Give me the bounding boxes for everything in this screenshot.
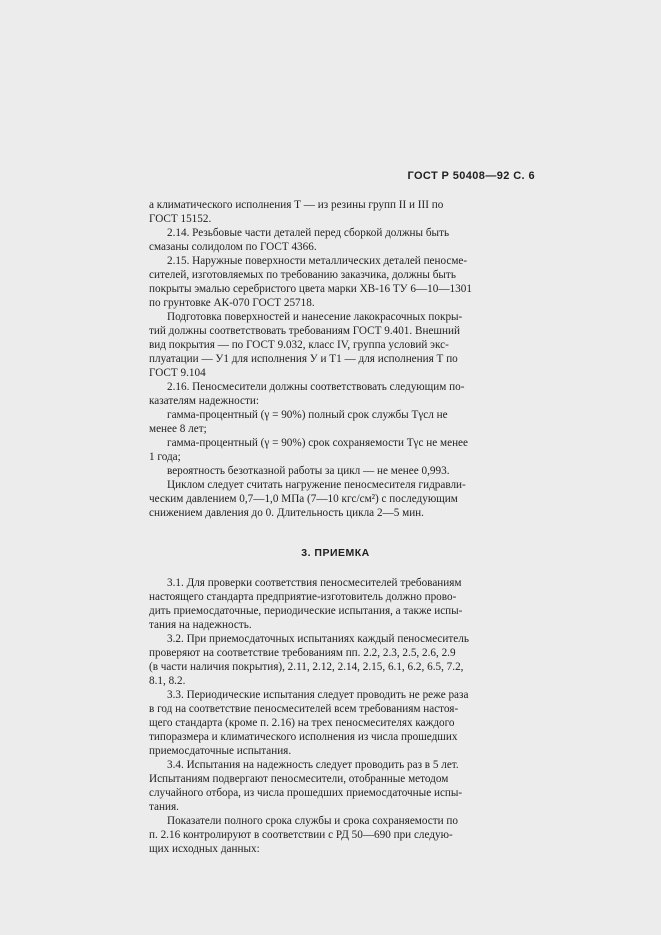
text-line: п. 2.16 контролируют в соответствии с РД 50—690 при следую- <box>149 829 453 841</box>
text-line: ческим давлением 0,7—1,0 МПа (7—10 кгс/см²) с последующим <box>149 493 458 505</box>
text-line: гамма-процентный (γ = 90%) полный срок службы Tγсл не <box>167 409 448 421</box>
text-line: по грунтовке АК-070 ГОСТ 25718. <box>149 297 315 309</box>
text-line: вероятность безотказной работы за цикл — не менее 0,993. <box>167 465 450 477</box>
page-header: ГОСТ Р 50408—92 С. 6 <box>407 170 535 182</box>
text-line: Подготовка поверхностей и нанесение лакокрасочных покры- <box>167 311 463 323</box>
text-line: дить приемосдаточные, периодические испытания, а также испы- <box>149 605 463 617</box>
text-line: приемосдаточные испытания. <box>149 745 292 757</box>
text-line: тания на надежность. <box>149 619 252 631</box>
text-line: 3.1. Для проверки соответствия пеносмесителей требованиям <box>167 577 462 589</box>
text-line: казателям надежности: <box>149 395 259 407</box>
text-line: случайного отбора, из числа прошедших приемосдаточные испы- <box>149 787 463 799</box>
text-line: проверяют на соответствие требованиям пп. 2.2, 2.3, 2.5, 2.6, 2.9 <box>149 647 456 659</box>
section-2-text <box>149 198 522 520</box>
text-line: 1 года; <box>149 451 181 463</box>
text-line: щих исходных данных: <box>149 843 260 855</box>
text-line: вид покрытия — по ГОСТ 9.032, класс IV, группа условий экс- <box>149 339 449 351</box>
text-line: Показатели полного срока службы и срока сохраняемости по <box>167 815 458 827</box>
text-line: (в части наличия покрытия), 2.11, 2.12, 2.14, 2.15, 6.1, 6.2, 6.5, 7.2, <box>149 661 464 673</box>
text-line: плуатации — У1 для исполнения У и Т1 — для исполнения Т по <box>149 353 458 365</box>
text-line: 2.16. Пеносмесители должны соответствовать следующим по- <box>167 381 465 393</box>
section-title: 3. ПРИЕМКА <box>301 547 370 559</box>
text-line: тий должны соответствовать требованиям ГОСТ 9.401. Внешний <box>149 325 460 337</box>
text-line: сителей, изготовляемых по требованию заказчика, должны быть <box>149 269 456 281</box>
text-line: ГОСТ 15152. <box>149 213 212 225</box>
text-line: ГОСТ 9.104 <box>149 367 206 379</box>
section-3-text <box>149 576 522 856</box>
text-line: 3.3. Периодические испытания следует проводить не реже раза <box>167 689 469 701</box>
text-line: 3.2. При приемосдаточных испытаниях каждый пеносмеситель <box>167 633 469 645</box>
text-line: смазаны солидолом по ГОСТ 4366. <box>149 241 317 253</box>
text-line: 3.4. Испытания на надежность следует проводить раз в 5 лет. <box>167 759 459 771</box>
text-line: гамма-процентный (γ = 90%) срок сохраняемости Tγс не менее <box>167 437 468 449</box>
text-line: 8.1, 8.2. <box>149 675 186 687</box>
text-line: менее 8 лет; <box>149 423 207 435</box>
text-line: в год на соответствие пеносмесителей всем требованиям настоя- <box>149 703 459 715</box>
text-line: 2.15. Наружные поверхности металлических деталей пеносме- <box>167 255 468 267</box>
text-line: покрыты эмалью серебристого цвета марки ХВ-16 ТУ 6—10—1301 <box>149 283 472 295</box>
text-line: а климатического исполнения Т — из резины групп II и III по <box>149 199 444 211</box>
text-line: настоящего стандарта предприятие-изготовитель должно прово- <box>149 591 457 603</box>
text-line: Испытаниям подвергают пеносмесители, отобранные методом <box>149 773 449 785</box>
document-body <box>149 198 522 856</box>
text-line: Циклом следует считать нагружение пеносмесителя гидравли- <box>167 479 466 491</box>
text-line: 2.14. Резьбовые части деталей перед сборкой должны быть <box>167 227 450 239</box>
text-line: тания. <box>149 801 179 813</box>
text-line: типоразмера и климатического исполнения из числа прошедших <box>149 731 458 743</box>
text-line: щего стандарта (кроме п. 2.16) на трех пеносмесителях каждого <box>149 717 455 729</box>
text-line: снижением давления до 0. Длительность цикла 2—5 мин. <box>149 507 424 519</box>
